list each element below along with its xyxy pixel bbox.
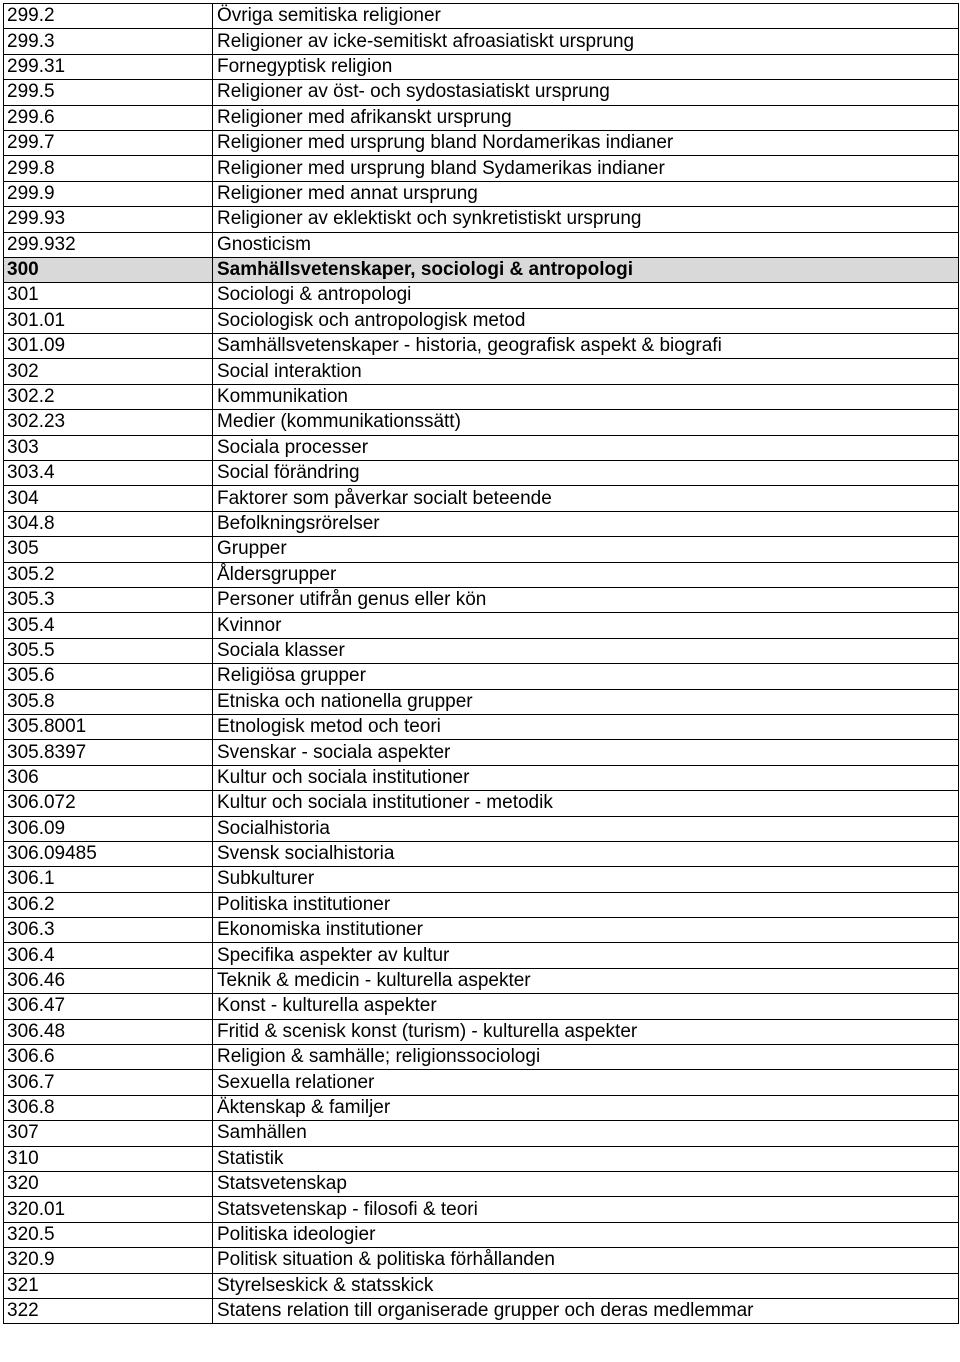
class-code-cell: 299.31: [4, 54, 213, 79]
class-label-cell: Kvinnor: [213, 613, 959, 638]
class-label-cell: Kultur och sociala institutioner - metodik: [213, 791, 959, 816]
class-code-cell: 306.2: [4, 892, 213, 917]
class-label-cell: Sociologisk och antropologisk metod: [213, 308, 959, 333]
table-row: [4, 816, 959, 841]
table-row: [4, 537, 959, 562]
class-code-cell: 299.3: [4, 29, 213, 54]
table-row: [4, 791, 959, 816]
class-code-cell: 320: [4, 1171, 213, 1196]
class-label-cell: Gnosticism: [213, 232, 959, 257]
class-code-cell: 299.5: [4, 80, 213, 105]
table-row: [4, 1070, 959, 1095]
class-code-cell: 306.3: [4, 918, 213, 943]
table-row: [4, 714, 959, 739]
table-row: [4, 29, 959, 54]
class-code-cell: 306.48: [4, 1019, 213, 1044]
class-code-cell: 299.6: [4, 105, 213, 130]
class-code-cell: 299.7: [4, 130, 213, 155]
class-label-cell: Religioner av eklektiskt och synkretistiskt ursprung: [213, 207, 959, 232]
classification-table-body: [4, 4, 959, 1324]
class-code-cell: 305: [4, 537, 213, 562]
class-code-cell: 299.2: [4, 4, 213, 29]
class-label-cell: Fornegyptisk religion: [213, 54, 959, 79]
class-code-cell: 320.5: [4, 1222, 213, 1247]
table-row: [4, 765, 959, 790]
class-label-cell: Politiska institutioner: [213, 892, 959, 917]
table-row: [4, 1171, 959, 1196]
class-code-cell: 303.4: [4, 461, 213, 486]
table-row: [4, 308, 959, 333]
class-code-cell: 299.9: [4, 181, 213, 206]
table-row: [4, 1248, 959, 1273]
class-code-cell: 306.4: [4, 943, 213, 968]
class-label-cell: Ekonomiska institutioner: [213, 918, 959, 943]
class-label-cell: Religioner av öst- och sydostasiatiskt ursprung: [213, 80, 959, 105]
class-code-cell: 322: [4, 1298, 213, 1323]
class-code-cell: 306.7: [4, 1070, 213, 1095]
class-label-cell: Social interaktion: [213, 359, 959, 384]
class-code-cell: 306.072: [4, 791, 213, 816]
class-label-cell: Politisk situation & politiska förhållanden: [213, 1248, 959, 1273]
class-label-cell: Fritid & scenisk konst (turism) - kulturella aspekter: [213, 1019, 959, 1044]
class-label-cell: Samhällen: [213, 1121, 959, 1146]
table-row: [4, 918, 959, 943]
class-code-cell: 299.8: [4, 156, 213, 181]
table-row: [4, 1222, 959, 1247]
class-code-cell: 306.8: [4, 1095, 213, 1120]
class-label-cell: Samhällsvetenskaper, sociologi & antropologi: [213, 257, 959, 282]
class-label-cell: Specifika aspekter av kultur: [213, 943, 959, 968]
section-heading-row: [4, 257, 959, 282]
class-label-cell: Äktenskap & familjer: [213, 1095, 959, 1120]
class-code-cell: 304.8: [4, 511, 213, 536]
table-row: [4, 54, 959, 79]
class-code-cell: 305.6: [4, 664, 213, 689]
class-label-cell: Konst - kulturella aspekter: [213, 994, 959, 1019]
class-label-cell: Åldersgrupper: [213, 562, 959, 587]
table-row: [4, 207, 959, 232]
table-row: [4, 334, 959, 359]
table-row: [4, 435, 959, 460]
class-label-cell: Statsvetenskap - filosofi & teori: [213, 1197, 959, 1222]
table-row: [4, 1146, 959, 1171]
class-code-cell: 305.8001: [4, 714, 213, 739]
class-code-cell: 305.3: [4, 587, 213, 612]
table-row: [4, 587, 959, 612]
class-code-cell: 301.01: [4, 308, 213, 333]
table-row: [4, 638, 959, 663]
class-label-cell: Sociala processer: [213, 435, 959, 460]
class-code-cell: 299.932: [4, 232, 213, 257]
class-code-cell: 302: [4, 359, 213, 384]
table-row: [4, 511, 959, 536]
table-row: [4, 1121, 959, 1146]
table-row: [4, 283, 959, 308]
table-row: [4, 105, 959, 130]
class-label-cell: Teknik & medicin - kulturella aspekter: [213, 968, 959, 993]
class-code-cell: 305.5: [4, 638, 213, 663]
class-label-cell: Religioner med ursprung bland Nordamerikas indianer: [213, 130, 959, 155]
class-code-cell: 306.6: [4, 1045, 213, 1070]
class-code-cell: 301.09: [4, 334, 213, 359]
classification-table: [3, 3, 959, 1324]
class-label-cell: Svensk socialhistoria: [213, 841, 959, 866]
table-row: [4, 689, 959, 714]
class-code-cell: 306: [4, 765, 213, 790]
class-code-cell: 321: [4, 1273, 213, 1298]
class-label-cell: Kommunikation: [213, 384, 959, 409]
table-row: [4, 1095, 959, 1120]
table-row: [4, 1273, 959, 1298]
table-row: [4, 1045, 959, 1070]
class-label-cell: Sexuella relationer: [213, 1070, 959, 1095]
table-row: [4, 841, 959, 866]
class-label-cell: Faktorer som påverkar socialt beteende: [213, 486, 959, 511]
class-label-cell: Religioner med ursprung bland Sydamerikas indianer: [213, 156, 959, 181]
class-label-cell: Kultur och sociala institutioner: [213, 765, 959, 790]
table-row: [4, 486, 959, 511]
class-code-cell: 300: [4, 257, 213, 282]
class-code-cell: 302.23: [4, 410, 213, 435]
table-row: [4, 410, 959, 435]
table-row: [4, 181, 959, 206]
class-code-cell: 306.1: [4, 867, 213, 892]
class-code-cell: 302.2: [4, 384, 213, 409]
table-row: [4, 80, 959, 105]
class-label-cell: Religioner av icke-semitiskt afroasiatiskt ursprung: [213, 29, 959, 54]
class-code-cell: 305.2: [4, 562, 213, 587]
class-code-cell: 299.93: [4, 207, 213, 232]
class-label-cell: Religioner med annat ursprung: [213, 181, 959, 206]
class-code-cell: 310: [4, 1146, 213, 1171]
class-code-cell: 306.47: [4, 994, 213, 1019]
class-label-cell: Styrelseskick & statsskick: [213, 1273, 959, 1298]
class-label-cell: Statens relation till organiserade grupper och deras medlemmar: [213, 1298, 959, 1323]
classification-sheet: [3, 3, 958, 1324]
class-label-cell: Etniska och nationella grupper: [213, 689, 959, 714]
class-label-cell: Religion & samhälle; religionssociologi: [213, 1045, 959, 1070]
class-label-cell: Svenskar - sociala aspekter: [213, 740, 959, 765]
class-label-cell: Etnologisk metod och teori: [213, 714, 959, 739]
class-code-cell: 304: [4, 486, 213, 511]
table-row: [4, 943, 959, 968]
class-code-cell: 301: [4, 283, 213, 308]
class-code-cell: 305.8: [4, 689, 213, 714]
class-label-cell: Subkulturer: [213, 867, 959, 892]
table-row: [4, 892, 959, 917]
class-code-cell: 303: [4, 435, 213, 460]
table-row: [4, 1197, 959, 1222]
class-label-cell: Samhällsvetenskaper - historia, geografisk aspekt & biografi: [213, 334, 959, 359]
table-row: [4, 1019, 959, 1044]
table-row: [4, 384, 959, 409]
class-label-cell: Social förändring: [213, 461, 959, 486]
class-code-cell: 305.8397: [4, 740, 213, 765]
class-code-cell: 306.09: [4, 816, 213, 841]
class-code-cell: 320.9: [4, 1248, 213, 1273]
class-label-cell: Sociala klasser: [213, 638, 959, 663]
table-row: [4, 359, 959, 384]
table-row: [4, 461, 959, 486]
table-row: [4, 664, 959, 689]
class-label-cell: Befolkningsrörelser: [213, 511, 959, 536]
table-row: [4, 130, 959, 155]
table-row: [4, 1298, 959, 1323]
class-code-cell: 306.46: [4, 968, 213, 993]
table-row: [4, 867, 959, 892]
class-label-cell: Socialhistoria: [213, 816, 959, 841]
table-row: [4, 994, 959, 1019]
class-label-cell: Politiska ideologier: [213, 1222, 959, 1247]
class-label-cell: Personer utifrån genus eller kön: [213, 587, 959, 612]
class-label-cell: Medier (kommunikationssätt): [213, 410, 959, 435]
table-row: [4, 562, 959, 587]
class-label-cell: Grupper: [213, 537, 959, 562]
class-label-cell: Religioner med afrikanskt ursprung: [213, 105, 959, 130]
table-row: [4, 613, 959, 638]
class-label-cell: Statistik: [213, 1146, 959, 1171]
class-code-cell: 320.01: [4, 1197, 213, 1222]
table-row: [4, 232, 959, 257]
class-code-cell: 306.09485: [4, 841, 213, 866]
table-row: [4, 156, 959, 181]
table-row: [4, 968, 959, 993]
class-label-cell: Religiösa grupper: [213, 664, 959, 689]
class-code-cell: 307: [4, 1121, 213, 1146]
class-code-cell: 305.4: [4, 613, 213, 638]
class-label-cell: Övriga semitiska religioner: [213, 4, 959, 29]
class-label-cell: Sociologi & antropologi: [213, 283, 959, 308]
class-label-cell: Statsvetenskap: [213, 1171, 959, 1196]
table-row: [4, 4, 959, 29]
table-row: [4, 740, 959, 765]
